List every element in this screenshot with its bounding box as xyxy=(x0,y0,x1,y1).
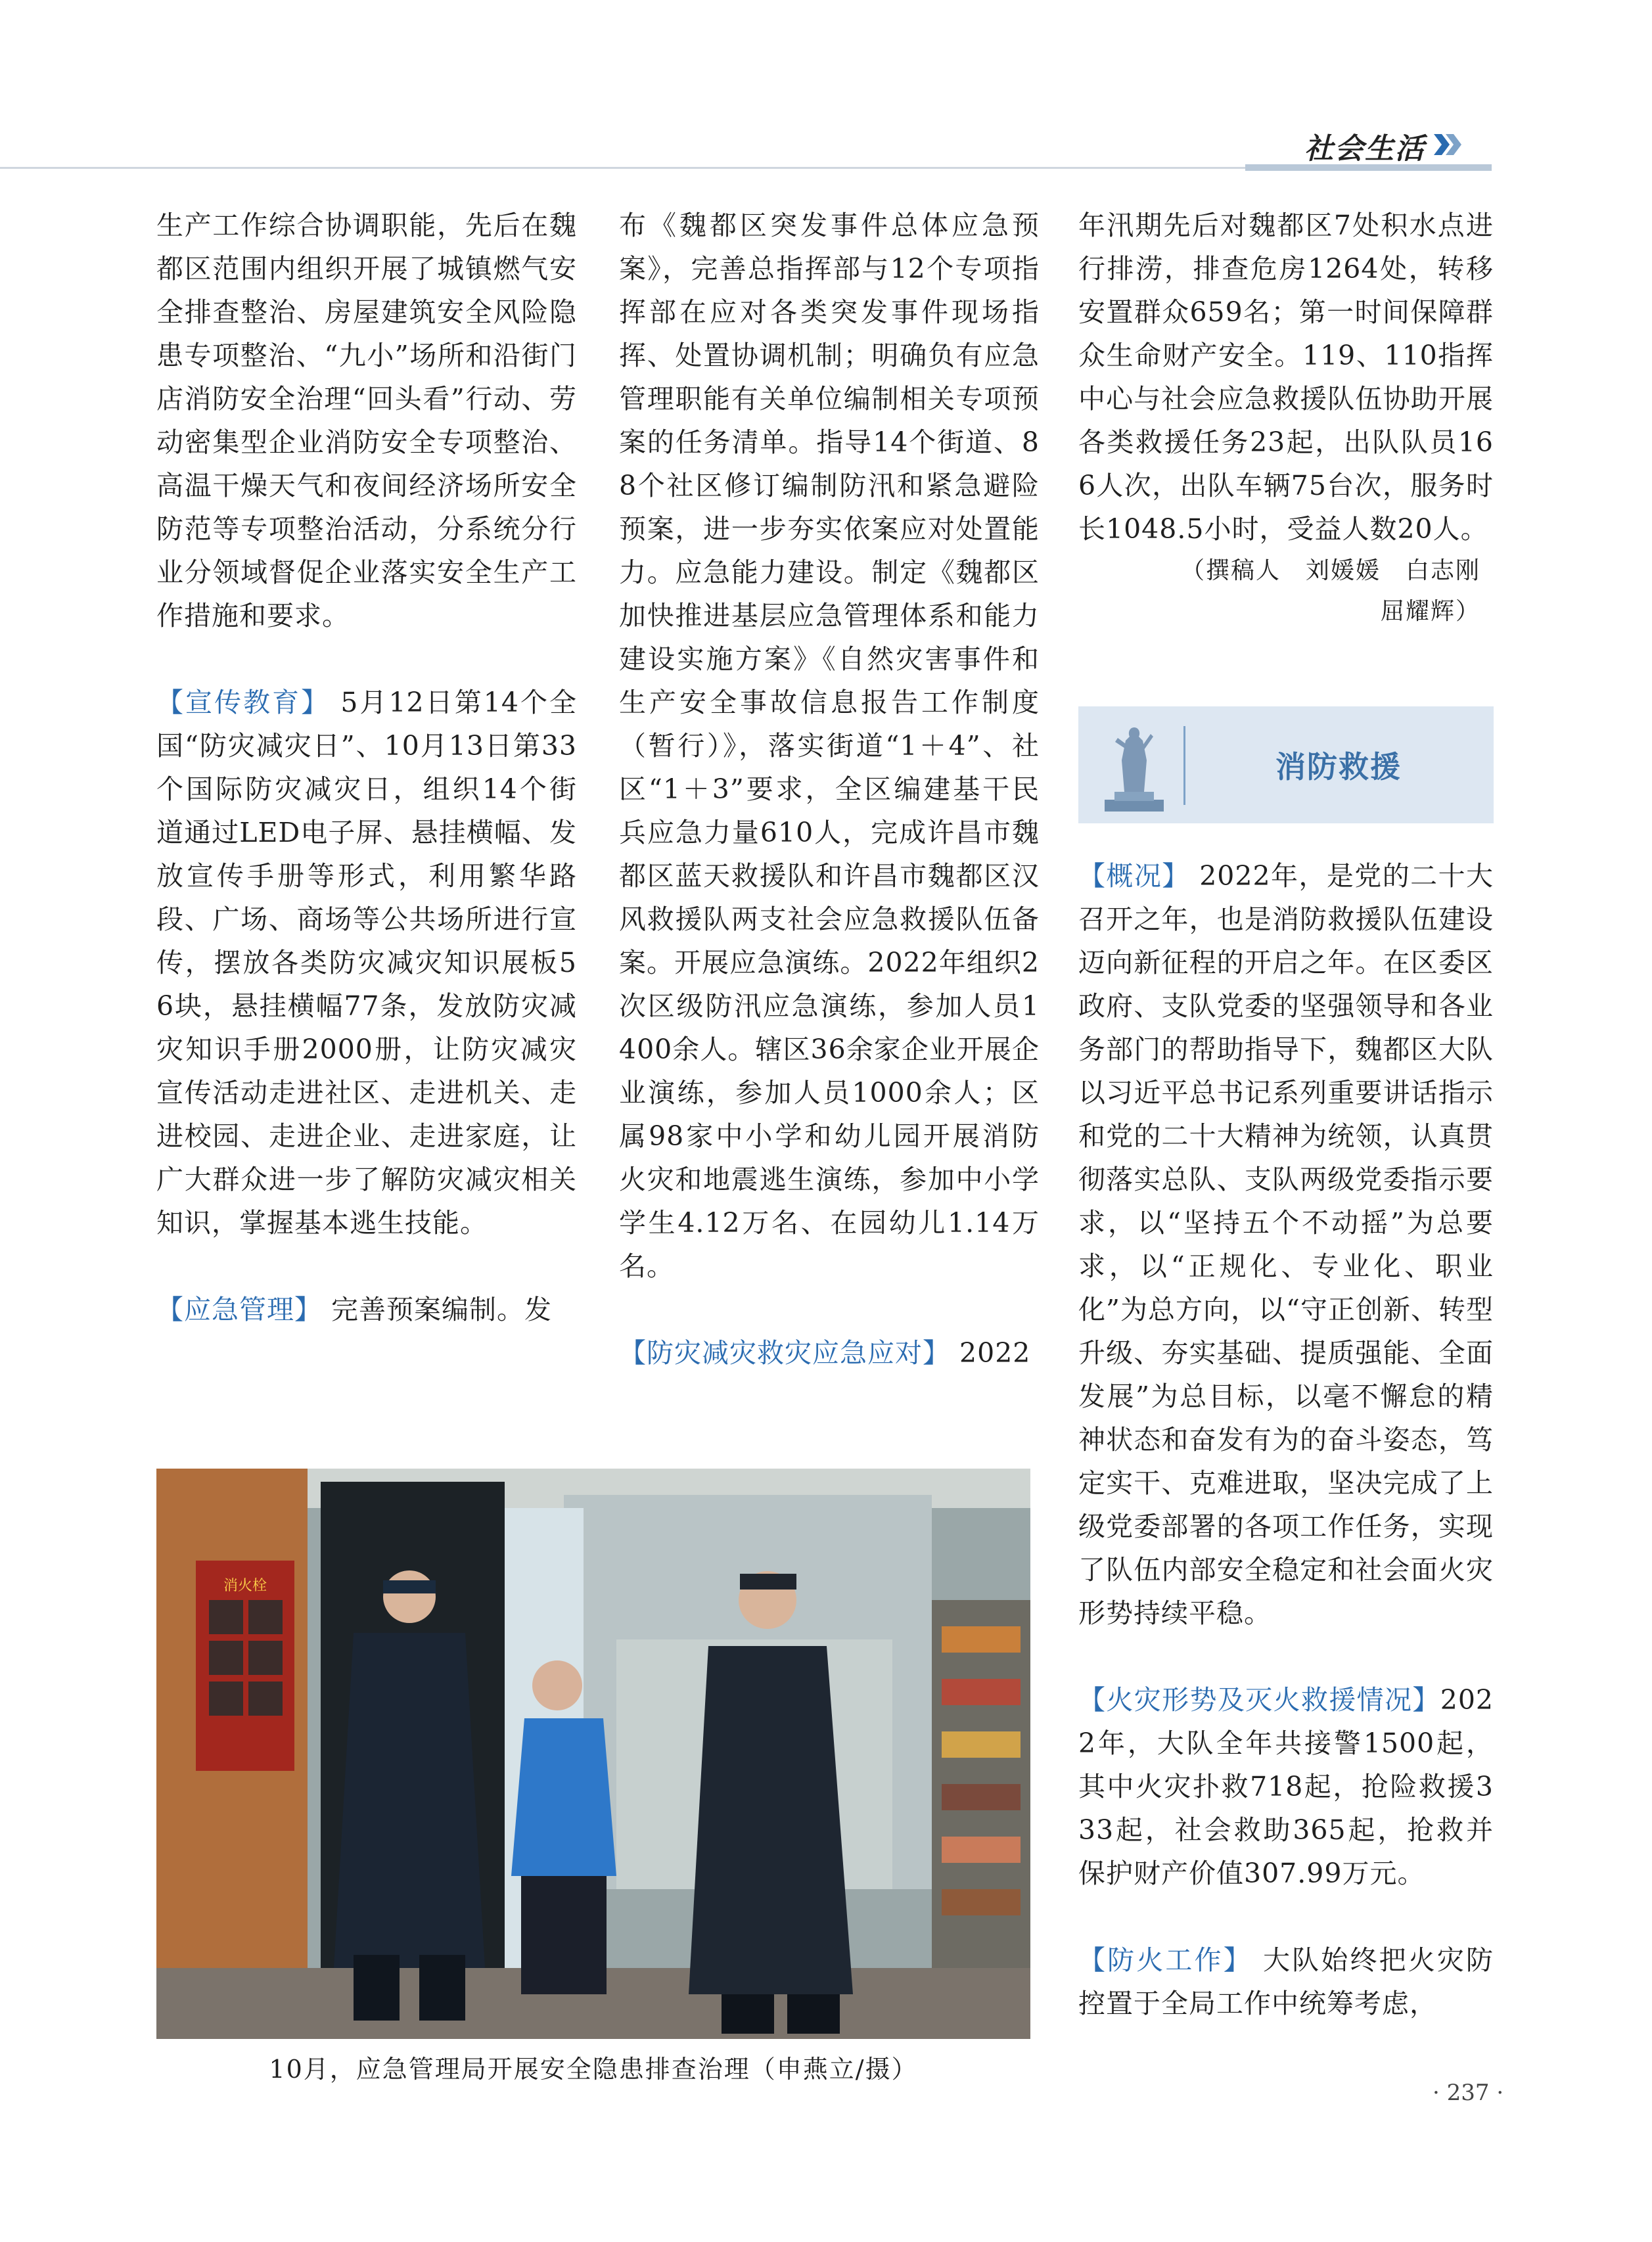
paragraph-text: 大队始终把火灾防控置于全局工作中统筹考虑， xyxy=(1078,1944,1494,2019)
paragraph-text: 2022 xyxy=(959,1337,1031,1369)
paragraph-keyword: 【防灾减灾救灾应急应对】 xyxy=(619,1337,950,1369)
paragraph-text: 5月12日第14个全国“防灾减灾日”、10月13日第33个国际防灾减灾日，组织14个街道通过LED电子屏、悬挂横幅、发放宣传手册等形式，利用繁华路段、广场、商场等公共场所进行宣传，摆放各类防灾减灾知识展板56块，悬挂横幅77条，发放防灾减灾知识手册2000册，让防灾减灾宣传活动走进社区、走进机关、走进校园、走进企业、走进家庭，让广大群众进一步了解防灾减灾相关知识，掌握基本逃生技能。 xyxy=(156,687,577,1239)
paragraph xyxy=(619,204,1040,1288)
photo-caption: 10月，应急管理局开展安全隐患排查治理（申燕立/摄） xyxy=(269,2055,918,2084)
paragraph-publicity xyxy=(156,681,577,1245)
text-column-2 xyxy=(619,204,1040,1375)
paragraph-text: 2022年，是党的二十大召开之年，也是消防救援队伍建设迈向新征程的开启之年。在区委区政府、支队党委的坚强领导和各业务部门的帮助指导下，魏都区大队以习近平总书记系列重要讲话指示和党的二十大精神为统领，认真贯彻落实总队、支队两级党委指示要求，以“坚持五个不动摇”为总要求，以“正规化、专业化、职业化”为总方向，以“守正创新、转型升级、夯实基础、提质强能、全面发展”为总目标，以毫不懈怠的精神状态和奋发有为的奋斗姿态，笃定实干、克难进取，坚决完成了上级党委部署的各项工作任务，实现了队伍内部安全稳定和社会面火灾形势持续平稳。 xyxy=(1078,860,1494,1629)
paragraph-overview xyxy=(1078,854,1494,1635)
text-column-1 xyxy=(156,204,577,1331)
paragraph-fire-prevention xyxy=(1078,1938,1494,2025)
page-number: · 237 · xyxy=(1433,2080,1504,2106)
section-title: 社会生活 xyxy=(1304,132,1425,166)
paragraph-text: 生产工作综合协调职能，先后在魏都区范围内组织开展了城镇燃气安全排查整治、房屋建筑安全风险隐患专项整治、“九小”场所和沿街门店消防安全治理“回头看”行动、劳动密集型企业消防安全专项整治、高温干燥天气和夜间经济场所安全防范等专项整治活动，分系统分行业分领域督促企业落实安全生产工作措施和要求。 xyxy=(156,210,577,631)
paragraph-emergency xyxy=(156,1288,577,1331)
paragraph-keyword: 【应急管理】 xyxy=(156,1294,322,1325)
paragraph-fire-situation xyxy=(1078,1678,1494,1895)
author-byline-cont: 屈耀辉） xyxy=(1380,598,1480,625)
photo-illustration xyxy=(156,1469,1030,2039)
section-banner xyxy=(1078,706,1494,823)
paragraph-keyword: 【防火工作】 xyxy=(1078,1944,1252,1976)
statue-icon xyxy=(1091,714,1177,817)
paragraph-text: 布《魏都区突发事件总体应急预案》，完善总指挥部与12个专项指挥部在应对各类突发事件现场指挥、处置协调机制；明确负有应急管理职能有关单位编制相关专项预案的任务清单。指导14个街道、88个社区修订编制防汛和紧急避险预案，进一步夯实依案应对处置能力。应急能力建设。制定《魏都区加快推进基层应急管理体系和能力建设实施方案》《自然灾害事件和生产安全事故信息报告工作制度（暂行）》，落实街道“1＋4”、社区“1＋3”要求，全区编建基干民兵应急力量610人，完成许昌市魏都区蓝天救援队和许昌市魏都区汉风救援队两支社会应急救援队伍备案。开展应急演练。2022年组织2次区级防汛应急演练，参加人员1400余人。辖区36余家企业开展企业演练，参加人员1000余人；区属98家中小学和幼儿园开展消防火灾和地震逃生演练，参加中小学学生4.12万名、在园幼儿1.14万名。 xyxy=(619,210,1040,1282)
paragraph-keyword: 【宣传教育】 xyxy=(156,687,331,718)
paragraph-disaster xyxy=(619,1331,1040,1375)
author-byline: （撰稿人 刘媛媛 白志刚 xyxy=(1180,557,1480,584)
paragraph-text: 年汛期先后对魏都区7处积水点进行排涝，排查危房1264处，转移安置群众659名；第一时间保障群众生命财产安全。119、110指挥中心与社会应急救援队伍协助开展各类救援任务23起，出队队员166人次，出队车辆75台次，服务时长1048.5小时，受益人数20人。 xyxy=(1078,210,1494,545)
paragraph xyxy=(1078,204,1494,551)
text-column-3 xyxy=(1078,204,1494,672)
paragraph xyxy=(156,204,577,637)
double-chevron-icon xyxy=(1433,131,1464,158)
poster-text: 消火栓 xyxy=(223,1578,267,1594)
paragraph-text: 2022年，大队全年共接警1500起，其中火灾扑救718起，抢险救援333起，社会救助365起，抢救并保护财产价值307.99万元。 xyxy=(1078,1684,1494,1889)
banner-title: 消防救援 xyxy=(1275,749,1402,785)
paragraph-keyword: 【火灾形势及灭火救援情况】 xyxy=(1078,1684,1440,1716)
paragraph-text: 完善预案编制。发 xyxy=(331,1294,553,1325)
inspection-photo xyxy=(156,1469,1030,2039)
paragraph-keyword: 【概况】 xyxy=(1078,860,1190,892)
text-column-3-lower xyxy=(1078,854,1494,2025)
